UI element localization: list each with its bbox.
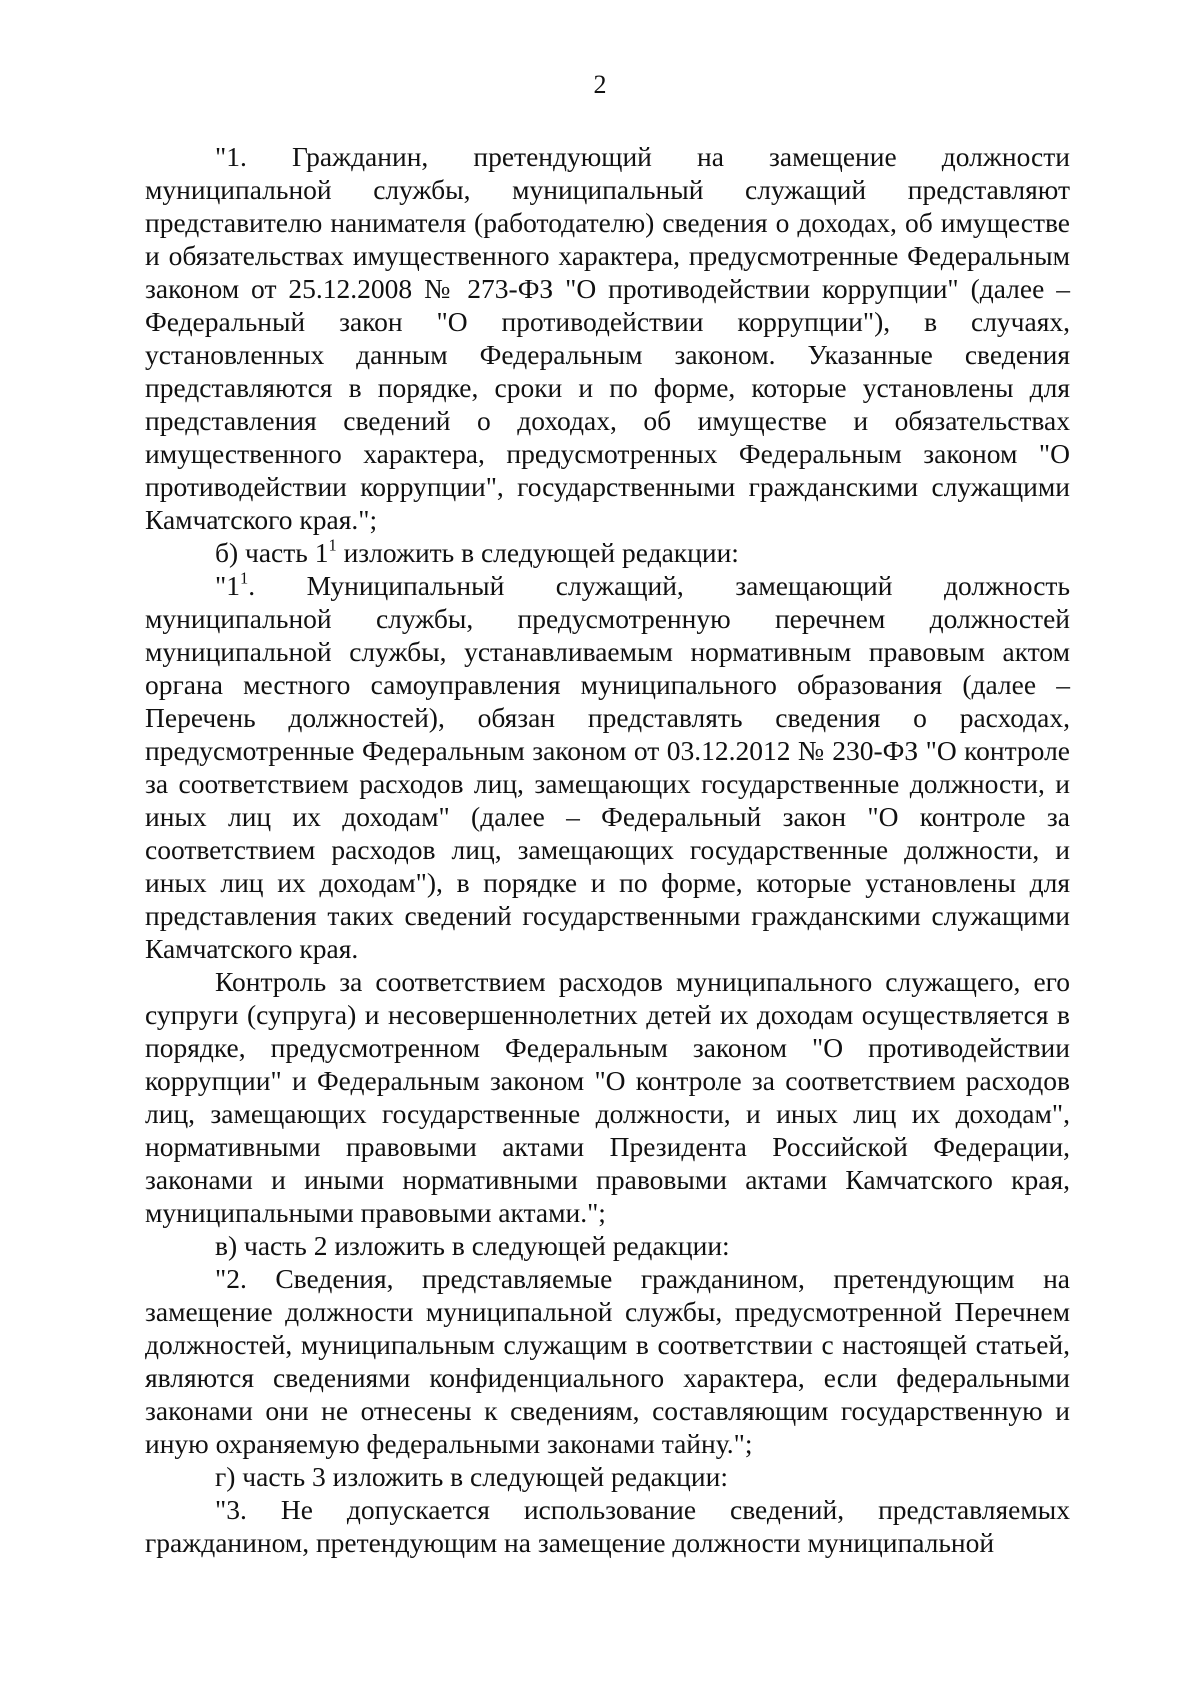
page-number: 2: [593, 70, 607, 99]
paragraph-text: г) часть 3 изложить в следующей редакции:: [215, 1461, 728, 1492]
document-body: [145, 140, 1070, 1559]
paragraph-amendment-b: [145, 536, 1070, 569]
paragraph-text: б) часть 1: [215, 537, 329, 568]
paragraph-amendment-v: [145, 1229, 1070, 1262]
paragraph-amendment-g: [145, 1460, 1070, 1493]
paragraph-text: "2. Сведения, представляемые гражданином, претендующим на замещение должности муниципальной службы, предусмотренной Перечнем должностей, муниципальным служащим в соответствии с настоящей статьей, являются сведениями конфиденциального характера, если федеральными законами они не отнесены к сведениям, составляющим государственную и иную охраняемую федеральными законами тайну.";: [145, 1263, 1070, 1459]
paragraph-text: "3. Не допускается использование сведений, представляемых гражданином, претендующим на замещение должности муниципальной: [145, 1494, 1070, 1558]
paragraph-text-continued: изложить в следующей редакции:: [336, 537, 739, 568]
paragraph-text: Контроль за соответствием расходов муниципального служащего, его супруги (супруга) и несовершеннолетних детей их доходам осуществляется в порядке, предусмотренном Федеральным законом "О противодействии коррупции" и Федеральным законом "О контроле за соответствием расходов лиц, замещающих государственные должности, и иных лиц их доходам", нормативными правовыми актами Президента Российской Федерации, законами и иными нормативными правовыми актами Камчатского края, муниципальными правовыми актами.";: [145, 966, 1070, 1228]
paragraph-part-3-text: [145, 1493, 1070, 1559]
paragraph-text: "1. Гражданин, претендующий на замещение должности муниципальной службы, муниципальный служащий представляют представителю нанимателя (работодателю) сведения о доходах, об имуществе и обязательствах имущественного характера, предусмотренные Федеральным законом от 25.12.2008 № 273-ФЗ "О противодействии коррупции" (далее – Федеральный закон "О противодействии коррупции"), в случаях, установленных данным Федеральным законом. Указанные сведения представляются в порядке, сроки и по форме, которые установлены для представления сведений о доходах, об имуществе и обязательствах имущественного характера, предусмотренных Федеральным законом "О противодействии коррупции", государственными гражданскими служащими Камчатского края.";: [145, 141, 1070, 535]
paragraph-expense-control: [145, 965, 1070, 1229]
paragraph-part-2-text: [145, 1262, 1070, 1460]
paragraph-text: "1: [215, 570, 240, 601]
paragraph-text: в) часть 2 изложить в следующей редакции:: [215, 1230, 730, 1261]
paragraph-text-continued: . Муниципальный служащий, замещающий должность муниципальной службы, предусмотренную перечнем должностей муниципальной службы, устанавливаемым нормативным правовым актом органа местного самоуправления муниципального образования (далее – Перечень должностей), обязан представлять сведения о расходах, предусмотренные Федеральным законом от 03.12.2012 № 230-ФЗ "О контроле за соответствием расходов лиц, замещающих государственные должности, и иных лиц их доходам" (далее – Федеральный закон "О контроле за соответствием расходов лиц, замещающих государственные должности, и иных лиц их доходам"), в порядке и по форме, которые установлены для представления таких сведений государственными гражданскими служащими Камчатского края.: [145, 570, 1070, 964]
superscript-index: 1: [328, 535, 337, 555]
paragraph-part-1-text: [145, 140, 1070, 536]
superscript-index: 1: [239, 568, 249, 588]
paragraph-part-1-1-text: [145, 569, 1070, 965]
